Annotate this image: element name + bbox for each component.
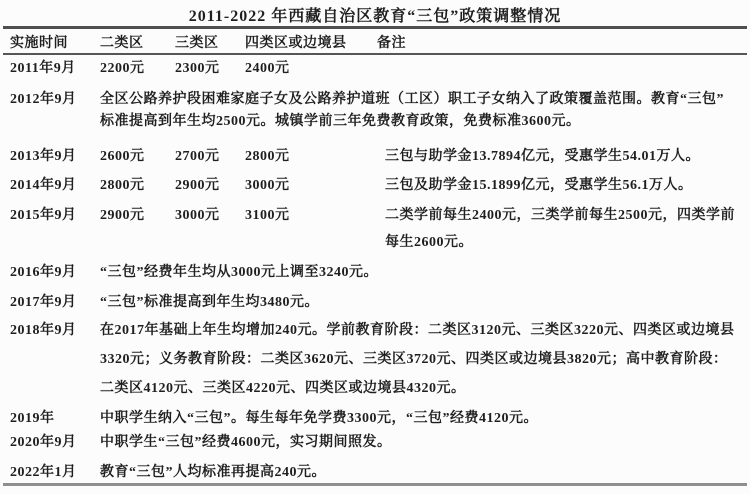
header-col-remark: 备注	[377, 36, 406, 51]
cell-area3: 2300元	[175, 61, 220, 76]
row-date: 2017年9月	[10, 295, 77, 310]
row-date: 2019年	[10, 411, 55, 426]
table-top-rule	[3, 26, 747, 29]
header-col-area3: 三类区	[175, 36, 219, 51]
row-note: 教育“三包”人均标准再提高240元。	[100, 465, 326, 480]
row-date: 2012年9月	[10, 92, 77, 107]
row-date: 2016年9月	[10, 265, 77, 280]
row-date: 2015年9月	[10, 208, 77, 223]
row-date: 2022年1月	[10, 465, 77, 480]
row-note: 全区公路养护段困难家庭子女及公路养护道班（工区）职工子女纳入了政策覆盖范围。教育“三包”	[100, 92, 724, 107]
row-note: 中职学生纳入“三包”。每生每年免学费3300元，“三包”经费4120元。	[100, 411, 538, 426]
cell-area2: 2900元	[100, 208, 145, 223]
table-row	[0, 57, 750, 74]
row-note: 3320元；义务教育阶段：二类区3620元、三类区3720元、四类区或边境县3820元；高中教育阶段：	[100, 352, 728, 367]
row-note: “三包”经费年生均从3000元上调至3240元。	[100, 265, 378, 280]
table-row-continuation	[0, 231, 750, 248]
cell-remark: 三包及助学金15.1899亿元，受惠学生56.1万人。	[385, 178, 693, 193]
header-col-area4: 四类区或边境县	[245, 36, 347, 51]
row-date: 2011年9月	[10, 61, 76, 76]
cell-area4: 3000元	[245, 178, 290, 193]
row-note: “三包”标准提高到年生均3480元。	[100, 295, 319, 310]
table-row	[0, 261, 750, 278]
row-date: 2020年9月	[10, 435, 77, 450]
row-note: 在2017年基础上年生均增加240元。学前教育阶段：二类区3120元、三类区3220元、四类区或边境县	[100, 323, 735, 338]
cell-remark: 二类学前每生2400元，三类学前每生2500元，四类学前	[385, 208, 735, 223]
table-header-rule	[3, 53, 747, 55]
row-date: 2018年9月	[10, 323, 77, 338]
row-note: 标准提高到年生均2500元。城镇学前三年免费教育政策，免费标准3600元。	[100, 114, 581, 129]
table-bottom-rule	[3, 483, 747, 486]
table-row	[0, 291, 750, 308]
table-header-row	[0, 32, 750, 49]
row-note: 二类区4120元、三类区4220元、四类区或边境县4320元。	[100, 381, 466, 396]
table-row-continuation	[0, 377, 750, 394]
table-row	[0, 88, 750, 105]
table-row-continuation	[0, 110, 750, 127]
cell-area4: 2400元	[245, 61, 290, 76]
table-row	[0, 174, 750, 191]
cell-area3: 2900元	[175, 178, 220, 193]
row-date: 2014年9月	[10, 178, 77, 193]
cell-area3: 3000元	[175, 208, 220, 223]
cell-remark: 三包与助学金13.7894亿元，受惠学生54.01万人。	[385, 149, 700, 164]
cell-area4: 3100元	[245, 208, 290, 223]
table-row	[0, 407, 750, 424]
header-col-area2: 二类区	[100, 36, 144, 51]
table-row	[0, 319, 750, 336]
row-note: 中职学生“三包”经费4600元，实习期间照发。	[100, 435, 392, 450]
cell-area2: 2600元	[100, 149, 145, 164]
cell-area3: 2700元	[175, 149, 220, 164]
cell-area2: 2800元	[100, 178, 145, 193]
table-title: 2011-2022 年西藏自治区教育“三包”政策调整情况	[188, 8, 562, 25]
cell-area2: 2200元	[100, 61, 145, 76]
table-row-continuation	[0, 348, 750, 365]
table-row	[0, 431, 750, 448]
table-row	[0, 204, 750, 221]
header-col-time: 实施时间	[10, 36, 68, 51]
table-row	[0, 461, 750, 478]
cell-area4: 2800元	[245, 149, 290, 164]
table-row	[0, 145, 750, 162]
cell-remark: 每生2600元。	[385, 235, 473, 250]
row-date: 2013年9月	[10, 149, 77, 164]
